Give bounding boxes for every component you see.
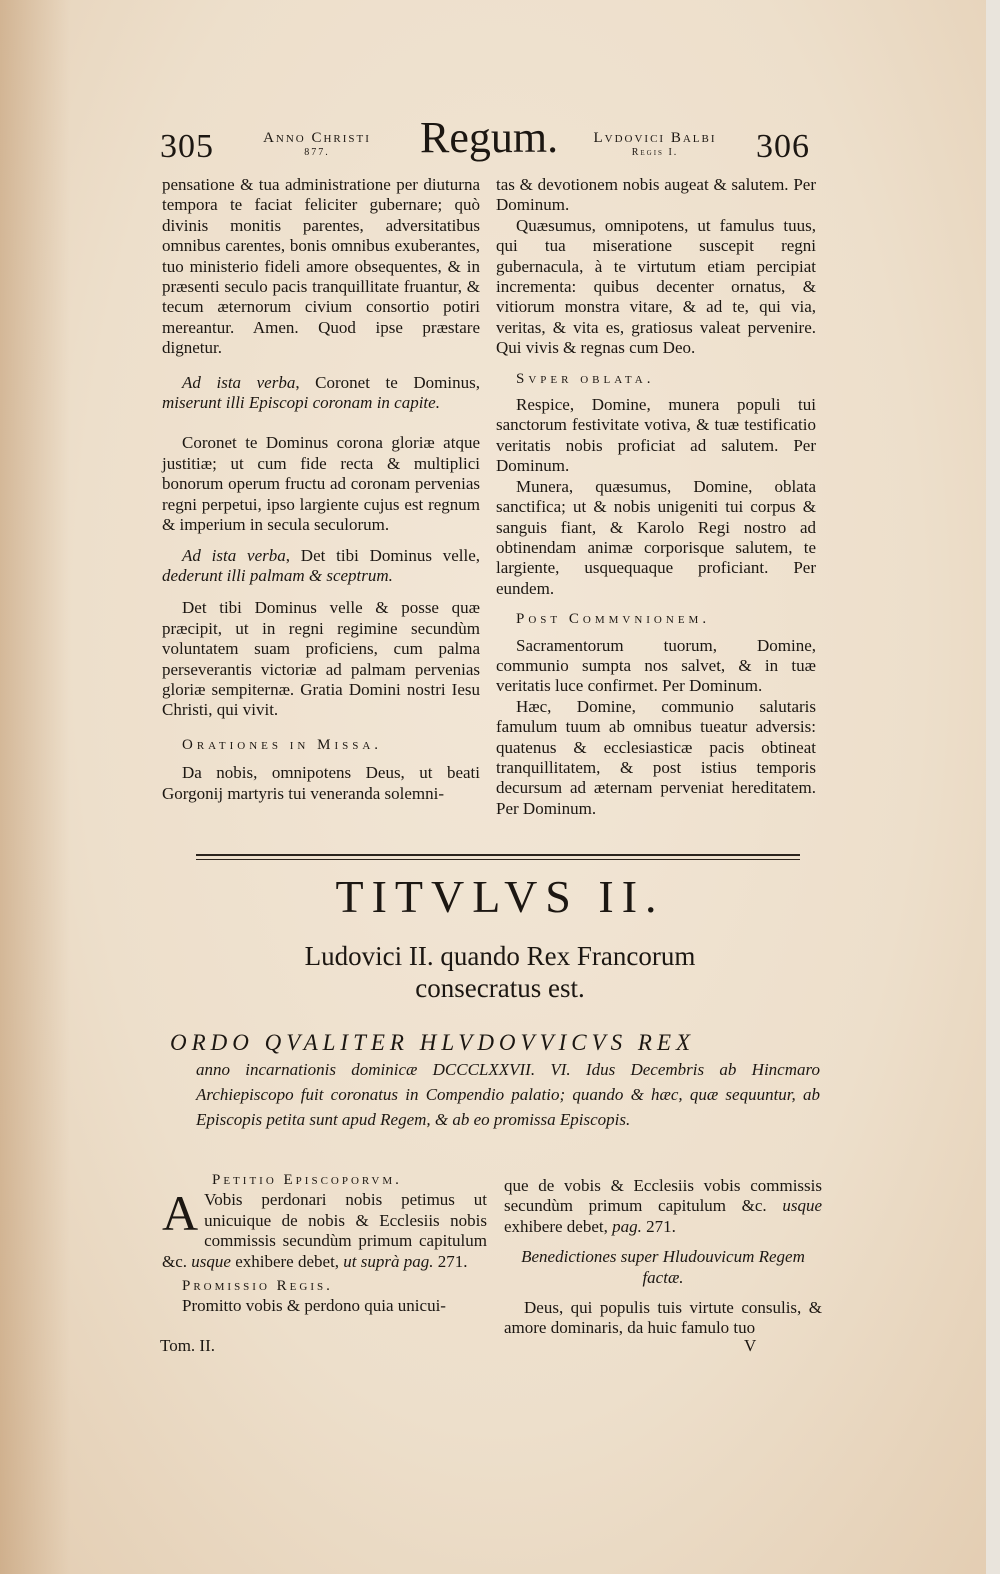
petitio-heading: Petitio Episcoporvm. xyxy=(212,1172,402,1188)
petitio-text-b: exhibere debet, xyxy=(230,1251,344,1271)
bottom-right-paragraph-1 xyxy=(504,1176,822,1237)
left-paragraph-4: Da nobis, omnipotens Deus, ut beati Gorgonij martyris tui veneranda solemni- xyxy=(162,763,480,803)
rubric-1-b: , Coronet te Dominus, xyxy=(295,372,480,392)
br-text-b: exhibere debet, xyxy=(504,1216,613,1236)
petitio-text-it2: ut suprà pag. xyxy=(343,1251,434,1271)
page-number-right: 306 xyxy=(756,128,810,165)
br-text-it: usque xyxy=(782,1196,822,1216)
br-text-a: que de vobis & Ecclesiis vobis commissis secundùm primum capitulum &c. xyxy=(504,1176,822,1216)
right-heading-super-oblata: Svper oblata. xyxy=(516,370,655,387)
right-paragraph-2: Quæsumus, omnipotens, ut famulus tuus, qui tua miseratione suscepit regni gubernacula, à te virtutum etiam percipiat incrementa: quibus decenter ornatus, & vitiorum monstra vitare, & ad te, qui via, veritas, & vita es, gratiosus valeat pervenire. Qui vivis & regnas cum Deo. xyxy=(496,215,816,358)
titulus-heading: TITVLVS II. xyxy=(335,871,665,922)
petitio-text-a: Vobis perdonari nobis petimus ut unicuique de nobis & Ecclesiis nobis commissis secundùm primum capitulum &c. xyxy=(162,1190,487,1271)
running-head-right xyxy=(580,130,730,158)
divider-thick xyxy=(196,854,800,856)
promissio-heading: Promissio Regis. xyxy=(182,1278,333,1295)
drop-cap: A xyxy=(162,1185,199,1242)
ordo-text: anno incarnationis dominicæ DCCCLXXVII. VI. Idus Decembris ab Hincmaro Archiepiscopo fuit coronatus in Compendio palatio; quando & hæc, quæ sequuntur, ab Episcopis petita sunt apud Regem, & ab eo promissa Episcopis. xyxy=(196,1060,820,1129)
petitio-paragraph xyxy=(162,1185,487,1272)
ordo-heading: ORDO QVALITER HLVDOVVICVS REX xyxy=(170,1030,696,1055)
right-paragraph-5: Sacramentorum tuorum, Domine, communio sumpta nos salvet, & in tuæ veritatis luce confirmet. Per Dominum. xyxy=(496,635,816,696)
petitio-text-it: usque xyxy=(191,1251,231,1271)
right-paragraph-3: Respice, Domine, munera populi tui sanctorum festivitate votiva, & tuæ testificatio veritatis nobis proficiat ad salutem. Per Dominum. xyxy=(496,395,816,476)
right-heading-post-communionem: Post Commvnionem. xyxy=(516,611,711,628)
catchword: V xyxy=(744,1336,757,1355)
running-head-right-title: Lvdovici Balbi xyxy=(593,130,717,146)
bottom-right-paragraph-2: Deus, qui populis tuis virtute consulis, & amore dominaris, da huic famulo tuo xyxy=(504,1298,822,1338)
running-head-left-title: Anno Christi xyxy=(263,130,371,146)
running-head-left xyxy=(252,130,382,158)
right-paragraph-4: Munera, quæsumus, Domine, oblata sanctifica; ut & nobis unigeniti tui corpus & sanguis fiant, & Karolo Regi nostro ad obtinendam animæ corporisque salutem, te largiente, usquequaque proficiant. Per eundem. xyxy=(496,476,816,598)
title-subheading xyxy=(0,940,1000,1004)
bottom-right-column xyxy=(504,1176,822,1339)
promissio-paragraph: Promitto vobis & perdono quia unicui- xyxy=(182,1296,446,1316)
benedictiones-rubric: Benedictiones super Hludouvicum Regem factæ. xyxy=(521,1247,805,1287)
br-text-c: 271. xyxy=(641,1216,676,1236)
petitio-text-c: 271. xyxy=(433,1251,468,1271)
signature-mark: Tom. II. xyxy=(160,1336,215,1355)
right-column xyxy=(496,175,816,819)
rubric-2-a: Ad ista verba xyxy=(182,545,286,565)
left-paragraph-1: pensatione & tua administratione per diuturna tempora te faciat feliciter gubernare; quò divinis monitis parentes, adversitatibus omnibus carentes, bonis omnibus exuberantes, tuo ministerio fideli amore obsequentes, & in præsenti seculo pacis tranquillitate fruantur, & tecum æternorum civium consortio potiri mereantur. Amen. Quod ipse præstare dignetur. xyxy=(162,175,480,358)
left-heading-orationes: Orationes in Missa. xyxy=(182,736,383,753)
left-paragraph-3: Det tibi Dominus velle & posse quæ præcipit, ut in regni regimine secundùm voluntatem suam proficiens, cum palma perseverantis victoriæ ad palmam pervenias gloriæ sempiternæ. Gratia Domini nostri Iesu Christi, qui vivit. xyxy=(162,598,480,720)
left-rubric-2 xyxy=(162,546,480,587)
ordo-block xyxy=(170,1030,820,1132)
rubric-1-a: Ad ista verba xyxy=(182,372,296,392)
running-head-center: Regum. xyxy=(420,113,559,162)
title-subheading-line-1: Ludovici II. quando Rex Francorum xyxy=(304,941,696,971)
left-paragraph-2: Coronet te Dominus corona gloriæ atque justitiæ; ut cum fide recta & multiplici bonorum operum fructu ad coronam pervenias regni perpetui, ipso largiente cujus est regnum & imperium in secula seculorum. xyxy=(162,433,480,535)
title-subheading-line-2: consecratus est. xyxy=(415,973,585,1003)
right-paragraph-6: Hæc, Domine, communio salutaris famulum tuum ab omnibus tueatur adversis: quatenus & ecclesiasticæ pacis obtineat tranquillitatem, & post istius temporis decursum ad æternam perveniat hereditatem. Per Dominum. xyxy=(496,696,816,818)
running-head-left-year: 877. xyxy=(304,147,330,158)
right-paragraph-1: tas & devotionem nobis augeat & salutem. Per Dominum. xyxy=(496,175,816,215)
br-text-it2: pag. xyxy=(612,1216,642,1236)
page-number-left: 305 xyxy=(160,128,214,165)
running-head-right-sub: Regis I. xyxy=(631,147,679,158)
rubric-2-c: dederunt illi palmam & sceptrum. xyxy=(162,565,393,585)
left-column xyxy=(162,175,480,804)
bottom-left-column xyxy=(162,1170,487,1317)
rubric-1-c: miserunt illi Episcopi coronam in capite. xyxy=(162,393,440,413)
divider-thin xyxy=(196,859,800,860)
left-rubric-1 xyxy=(162,373,480,414)
rubric-2-b: , Det tibi Dominus velle, xyxy=(285,545,481,565)
